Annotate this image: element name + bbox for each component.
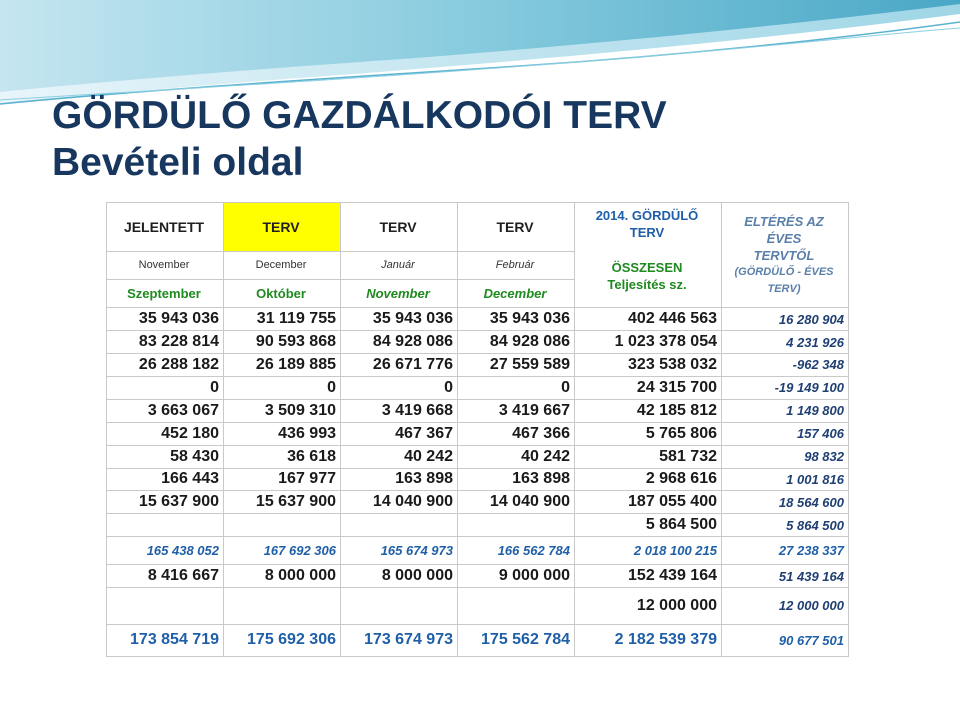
month-cell: Február <box>458 251 575 279</box>
table-cell: 2 018 100 215 <box>575 537 722 565</box>
period-cell: Október <box>224 280 341 308</box>
header-row <box>107 203 849 252</box>
table-cell: 452 180 <box>107 422 224 445</box>
table-cell: 27 559 589 <box>458 353 575 376</box>
table-cell: 12 000 000 <box>722 588 849 624</box>
deviation-header-line: TERVTŐL <box>753 248 815 263</box>
table-cell <box>458 514 575 537</box>
table-cell: 42 185 812 <box>575 399 722 422</box>
table-cell: 3 419 667 <box>458 399 575 422</box>
month-cell: December <box>224 251 341 279</box>
table-cell <box>107 514 224 537</box>
month-cell: Január <box>341 251 458 279</box>
table-cell: -962 348 <box>722 353 849 376</box>
subtotal-row <box>107 537 849 565</box>
table-cell: 173 674 973 <box>341 624 458 656</box>
table-cell: 31 119 755 <box>224 308 341 331</box>
table-cell: 5 765 806 <box>575 422 722 445</box>
summary-header-line: Teljesítés sz. <box>607 277 687 292</box>
table-cell: 167 692 306 <box>224 537 341 565</box>
col-header-plan-1: TERV <box>224 203 341 252</box>
table-cell: 2 182 539 379 <box>575 624 722 656</box>
table-row <box>107 331 849 354</box>
table-cell: 165 438 052 <box>107 537 224 565</box>
table-cell: 98 832 <box>722 445 849 468</box>
table-cell: -19 149 100 <box>722 376 849 399</box>
table-cell: 5 864 500 <box>575 514 722 537</box>
table-cell: 90 677 501 <box>722 624 849 656</box>
table-cell: 84 928 086 <box>341 331 458 354</box>
table-cell <box>341 514 458 537</box>
data-rows <box>107 308 849 657</box>
table-cell: 3 663 067 <box>107 399 224 422</box>
table-cell: 163 898 <box>341 468 458 491</box>
table-cell: 0 <box>341 376 458 399</box>
table-cell: 58 430 <box>107 445 224 468</box>
table-cell <box>224 588 341 624</box>
table-row <box>107 491 849 514</box>
table-cell: 14 040 900 <box>341 491 458 514</box>
table-cell: 8 000 000 <box>341 565 458 588</box>
period-cell: Szeptember <box>107 280 224 308</box>
period-cell: November <box>341 280 458 308</box>
plan-header-line: TERV <box>629 225 665 240</box>
table-cell <box>224 514 341 537</box>
table-row <box>107 422 849 445</box>
table-cell: 3 509 310 <box>224 399 341 422</box>
table-row <box>107 468 849 491</box>
table-cell: 14 040 900 <box>458 491 575 514</box>
table-cell: 40 242 <box>341 445 458 468</box>
table-row <box>107 308 849 331</box>
table-cell <box>341 588 458 624</box>
table-cell: 84 928 086 <box>458 331 575 354</box>
table-cell: 173 854 719 <box>107 624 224 656</box>
deviation-header-line: ELTÉRÉS AZ <box>744 214 824 229</box>
table-cell <box>107 588 224 624</box>
table-row <box>107 565 849 588</box>
table-cell: 16 280 904 <box>722 308 849 331</box>
page-subtitle: Bevételi oldal <box>52 141 304 184</box>
plan-table <box>106 202 849 657</box>
col-header-plan-2: TERV <box>341 203 458 252</box>
table-cell: 4 231 926 <box>722 331 849 354</box>
col-header-2014-plan <box>575 203 722 308</box>
table-cell: 166 562 784 <box>458 537 575 565</box>
table-row <box>107 399 849 422</box>
table-cell: 8 000 000 <box>224 565 341 588</box>
table-cell: 187 055 400 <box>575 491 722 514</box>
page-title: GÖRDÜLŐ GAZDÁLKODÓI TERV <box>52 94 667 137</box>
table-cell: 26 189 885 <box>224 353 341 376</box>
table-cell: 35 943 036 <box>107 308 224 331</box>
plan-header-line: 2014. GÖRDÜLŐ <box>595 208 699 223</box>
table-cell: 35 943 036 <box>341 308 458 331</box>
table-cell: 175 692 306 <box>224 624 341 656</box>
table-cell: 467 366 <box>458 422 575 445</box>
table-cell: 35 943 036 <box>458 308 575 331</box>
table-row <box>107 445 849 468</box>
table-cell: 3 419 668 <box>341 399 458 422</box>
table-cell: 27 238 337 <box>722 537 849 565</box>
table-cell: 1 023 378 054 <box>575 331 722 354</box>
deviation-header-line: TERV) <box>767 283 801 295</box>
table-cell: 1 001 816 <box>722 468 849 491</box>
deviation-header-line: ÉVES <box>766 231 802 246</box>
total-row <box>107 624 849 656</box>
month-cell: November <box>107 251 224 279</box>
table-cell: 83 228 814 <box>107 331 224 354</box>
table-cell: 0 <box>458 376 575 399</box>
table-cell: 8 416 667 <box>107 565 224 588</box>
table-cell: 24 315 700 <box>575 376 722 399</box>
table-cell: 51 439 164 <box>722 565 849 588</box>
table-row <box>107 376 849 399</box>
table-cell: 40 242 <box>458 445 575 468</box>
table-cell: 90 593 868 <box>224 331 341 354</box>
table-cell: 12 000 000 <box>575 588 722 624</box>
table-cell: 323 538 032 <box>575 353 722 376</box>
deviation-header-line: (GÖRDÜLŐ - ÉVES <box>734 266 834 278</box>
table-row <box>107 588 849 624</box>
table-cell: 36 618 <box>224 445 341 468</box>
summary-header-line: ÖSSZESEN <box>611 260 683 275</box>
table-cell: 167 977 <box>224 468 341 491</box>
table-cell: 1 149 800 <box>722 399 849 422</box>
table-cell: 9 000 000 <box>458 565 575 588</box>
table-cell: 436 993 <box>224 422 341 445</box>
table-cell: 26 288 182 <box>107 353 224 376</box>
table-cell: 15 637 900 <box>224 491 341 514</box>
table-cell <box>458 588 575 624</box>
table-cell: 0 <box>107 376 224 399</box>
table-cell: 0 <box>224 376 341 399</box>
table-cell: 152 439 164 <box>575 565 722 588</box>
table-cell: 165 674 973 <box>341 537 458 565</box>
col-header-deviation <box>722 203 849 308</box>
table-cell: 26 671 776 <box>341 353 458 376</box>
table-cell: 175 562 784 <box>458 624 575 656</box>
table-cell: 402 446 563 <box>575 308 722 331</box>
table-cell: 18 564 600 <box>722 491 849 514</box>
table-row <box>107 353 849 376</box>
col-header-plan-3: TERV <box>458 203 575 252</box>
table-cell: 581 732 <box>575 445 722 468</box>
table-cell: 5 864 500 <box>722 514 849 537</box>
col-header-reported: JELENTETT <box>107 203 224 252</box>
table-cell: 2 968 616 <box>575 468 722 491</box>
table-cell: 166 443 <box>107 468 224 491</box>
table-cell: 157 406 <box>722 422 849 445</box>
table-cell: 163 898 <box>458 468 575 491</box>
table-row <box>107 514 849 537</box>
table-cell: 15 637 900 <box>107 491 224 514</box>
table-cell: 467 367 <box>341 422 458 445</box>
period-cell: December <box>458 280 575 308</box>
